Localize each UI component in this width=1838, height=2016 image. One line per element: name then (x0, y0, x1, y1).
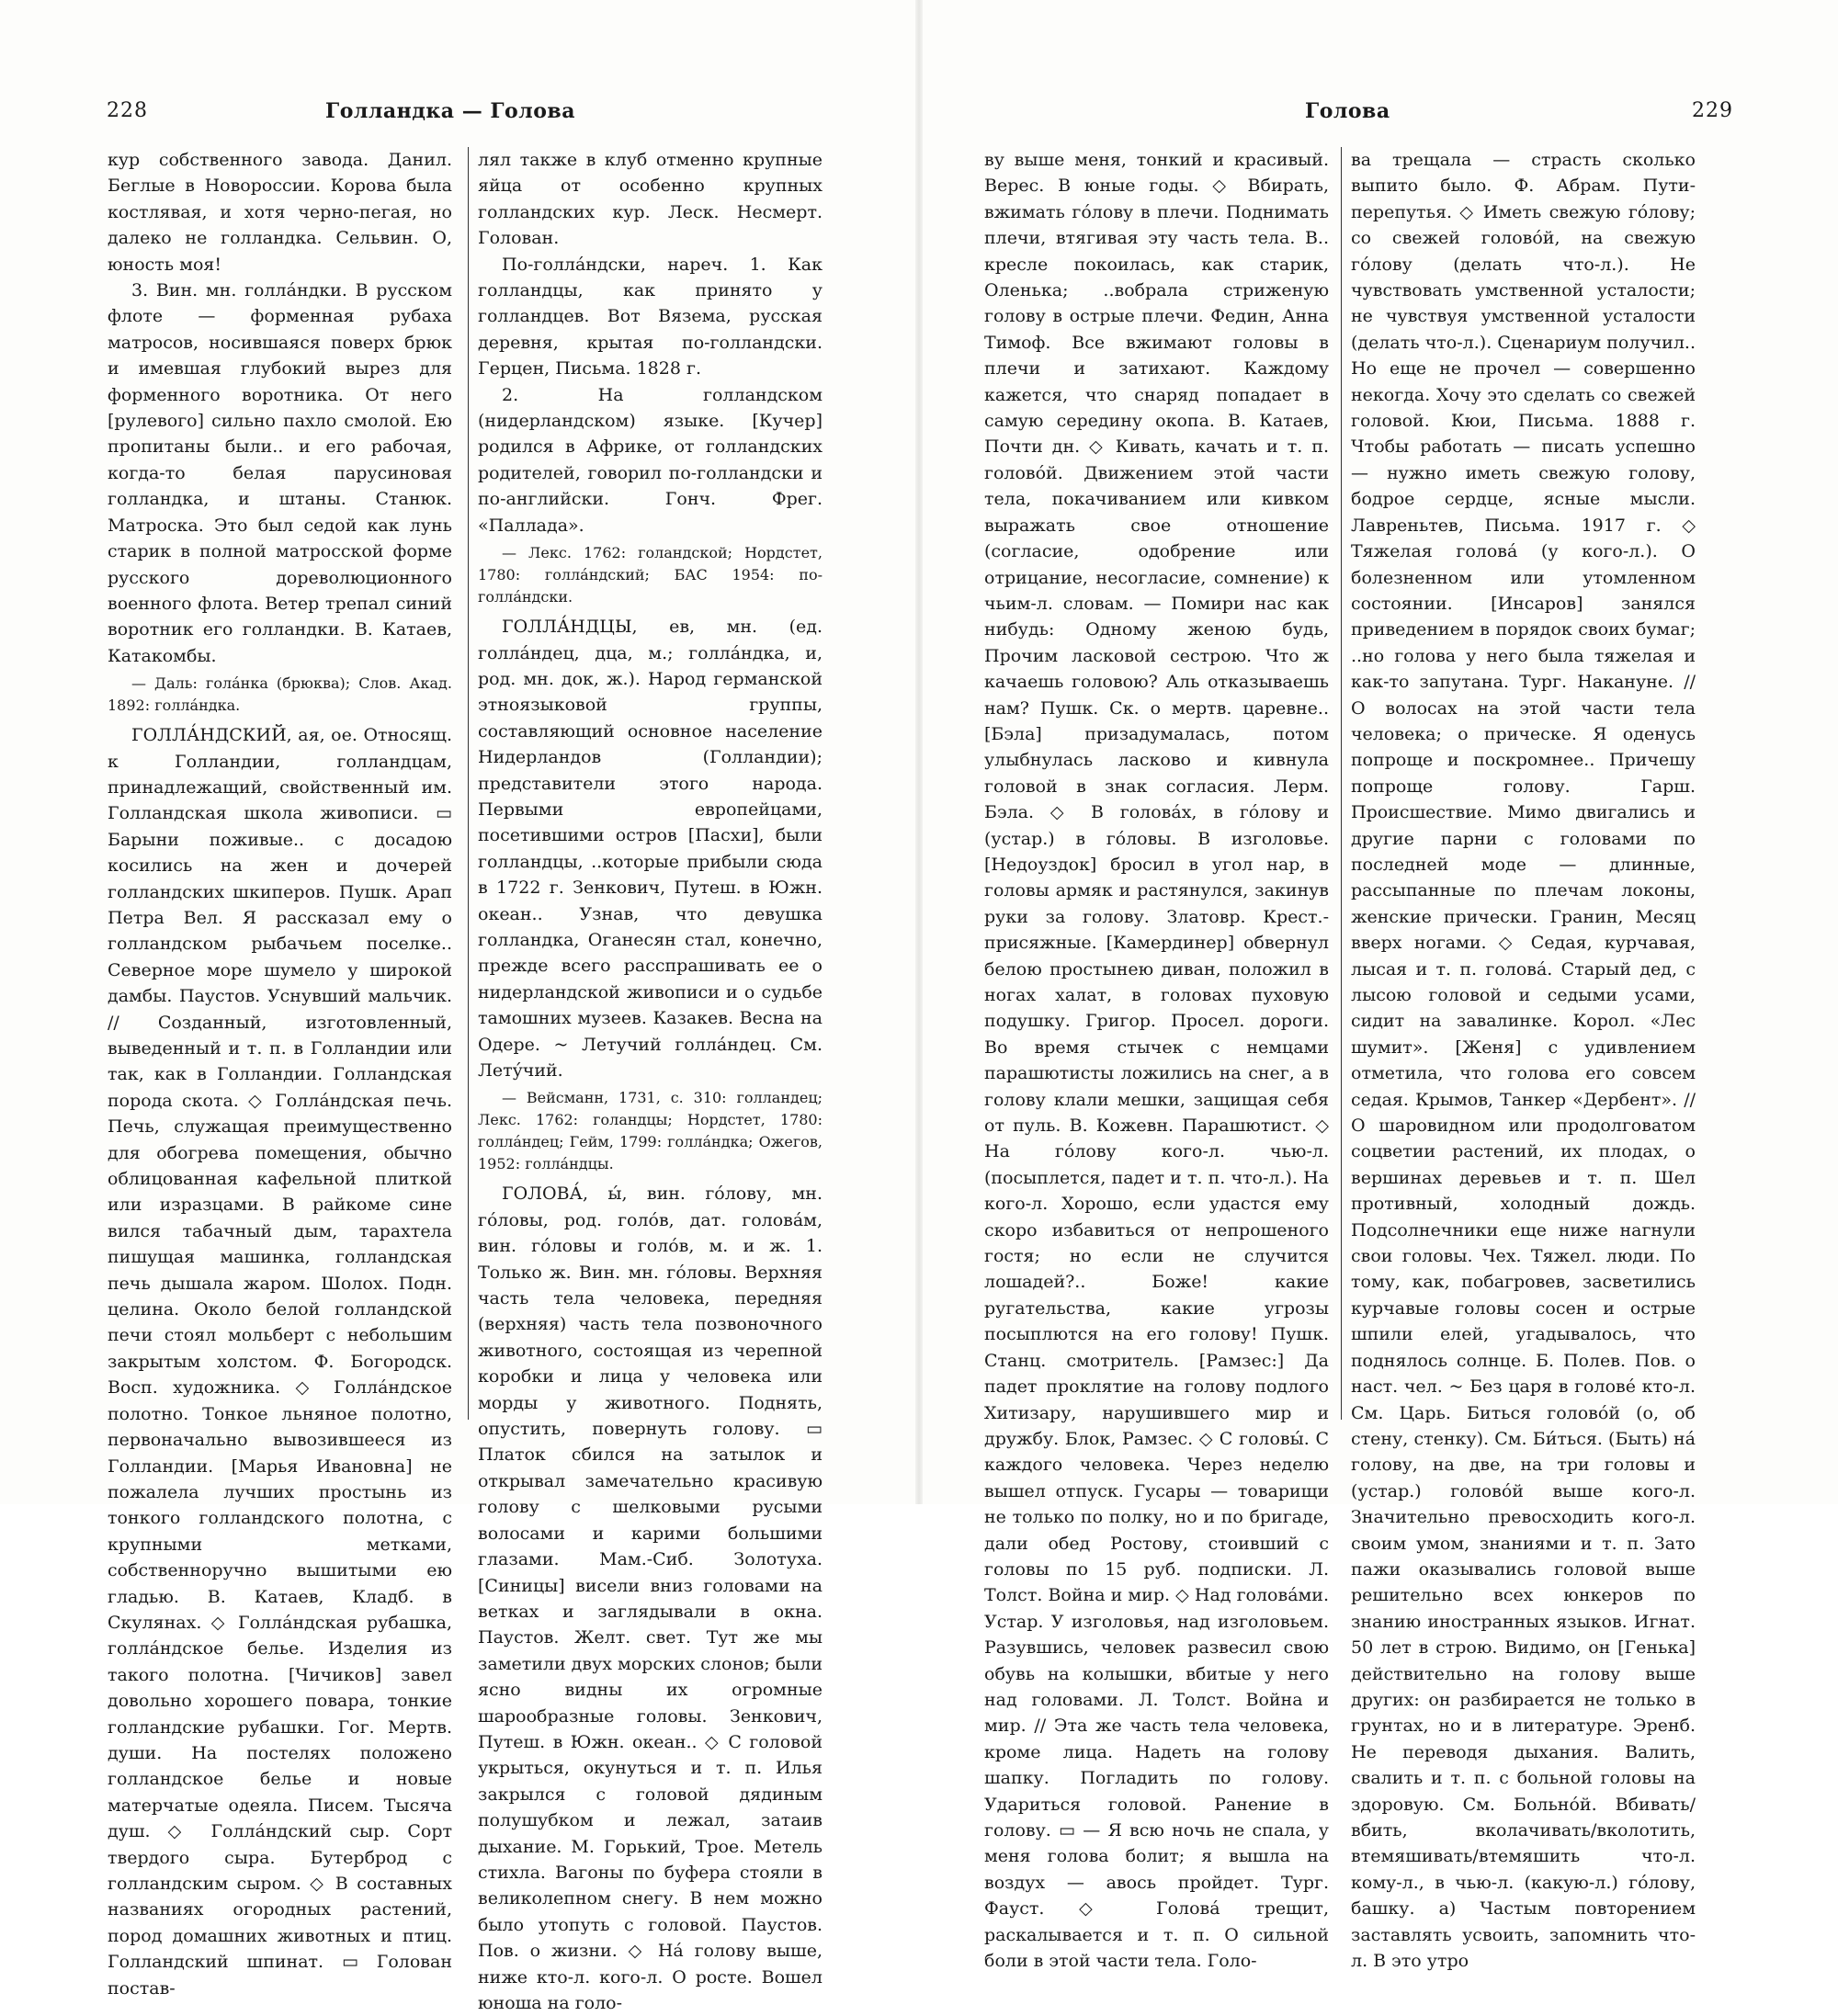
right-page (919, 0, 1838, 1972)
paragraph: ву выше меня, тонкий и красивый. Верес. В юные годы. ◇ Вбирать, вжимать го́лову в плечи. Поднимать плечи, втягивая эту часть тела. В.. кресле покоилась, как старик, Оленька; ..вобрала стриженую голову в острые плечи. Федин, Анна Тимоф. Все вжимают головы в плечи и затихают. Каждому кажется, что снаряд попадает в самую середину окопа. В. Катаев, Почти дн. ◇ Кивать, качать и т. п. голово́й. Движением этой части тела, покачиванием или кивком выражать свое отношение (согласие, одобрение или отрицание, несогласие, сомнение) к чьим-л. словам. — Помири нас как нибудь: Одному женою будь, Прочим ласковой сестрою. Что ж качаешь головою? Аль отказываешь нам? Пушк. Ск. о мертв. царевне.. [Бэла] призадумалась, потом улыбнулась ласково и кивнула головой в знак согласия. Лерм. Бэла. ◇ В голова́х, в го́лову и (устар.) в го́ловы. В изголовье. [Недоуздок] бросил в угол нар, в головы армяк и растянулся, закинув руки за голову. Златовр. Крест.-присяжные. [Камердинер] обвернул белою простынею диван, положил в ногах халат, в головах пуховую подушку. Григор. Просел. дороги. Во время стычек с немцами парашютисты ложились на снег, а в голову клали мешки, защищая себя от пуль. В. Кожевн. Парашютист. ◇ На го́лову кого-л. чью-л. (посыплется, падет и т. п. что-л.). На кого-л. Хорошо, если удастся ему скоро избавиться от непрошеного гостя; но если не случится лошадей?.. Боже! какие ругательства, какие угрозы посыплются на его голову! Пушк. Станц. смотритель. [Рамзес:] Да падет проклятие на голову подлого Хитизару, нарушившего мир и дружбу. Блок, Рамзес. ◇ С головы́. С каждого человека. Через неделю вышел отпуск. Гусары — товарищи не только по полку, но и по бригаде, дали обед Ростову, стоивший с головы по 15 руб. подписки. Л. Толст. Война и мир. ◇ Над голова́ми. Устар. У изголовья, над изголовьем. Разувшись, человек развесил свою обувь на колышки, вбитые у него над головами. Л. Толст. Война и мир. // Эта же часть тела человека, кроме лица. Надеть на голову шапку. Погладить по голову. Удариться головой. Ранение в голову. ▭ — Я всю ночь не спала, у меня голова болит; я вышла на воздух — авось пройдет. Тург. Фауст. ◇ Голова́ трещит, раскалывается и т. п. О сильной боли в этой части тела. Голо- (984, 150, 1329, 1972)
right-column-2 (1351, 147, 1696, 1972)
paragraph: кур собственного завода. Данил. Беглые в Новороссии. Корова была костлявая, и хотя черно-пегая, но далеко не голландка. Сельвин. О, юность моя! (108, 150, 452, 275)
dictionary-entry: ГОЛЛА́НДЦЫ, ев, мн. (ед. голла́ндец, дца, м.; голла́ндка, и, род. мн. док, ж.). Народ германской этноязыковой группы, составляющий основное население Нидерландов (Голландии); представители этого народа. Первыми европейцами, посетившими остров [Пасхи], были голландцы, ..которые прибыли сюда в 1722 г. Зенкович, Путеш. в Южн. океан.. Узнав, что девушка голландка, Оганесян стал, конечно, прежде всего расспрашивать ее о нидерландской живописи и о судьбе тамошних музеев. Казакев. Весна на Одере. ~ Летучий голла́ндец. См. Лету́чий. (478, 617, 823, 1081)
paragraph: 3. Вин. мн. голла́ндки. В русском флоте — форменная рубаха матросов, носившаяся поверх брюк и имевшая глубокий вырез для форменного воротника. От него [рулевого] сильно пахло смолой. Ею пропитаны были.. и его рабочая, когда-то белая парусиновая голландка, и штаны. Станюк. Матроска. Это был седой как лунь старик в полной матросской форме русского дореволюционного военного флота. Ветер трепал синий воротник его голландки. В. Катаев, Катакомбы. (108, 280, 452, 666)
paragraph: 2. На голландском (нидерландском) языке. [Кучер] родился в Африке, от голландских родителей, говорил по-голландски и по-английски. Гонч. Фрег. «Паллада». (478, 384, 823, 536)
page-number-right: 229 (1692, 99, 1733, 122)
left-column-1 (108, 147, 452, 1999)
left-column-2 (478, 147, 823, 2013)
running-head-right: Голова (1305, 99, 1390, 123)
dictionary-entry: ГОЛЛА́НДСКИЙ, ая, ое. Относящ. к Голландии, голландцам, принадлежащий, свойственный им. Голландская школа живописи. ▭ Барыни поживые.. с досадою косились на жен и дочерей голландских шкиперов. Пушк. Арап Петра Вел. Я рассказал ему о голландском рыбачьем поселке.. Северное море шумело у широкой дамбы. Паустов. Уснувший мальчик. // Созданный, изготовленный, выведенный и т. п. в Голландии или так, как в Голландии. Голландская порода скота. ◇ Голла́ндская печь. Печь, служащая преимущественно для обогрева помещения, обычно облицованная кафельной плиткой или изразцами. В райкоме сине вился табачный дым, тарахтела пишущая машинка, голландская печь дышала жаром. Шолох. Подн. целина. Около белой голландской печи стоял мольберт с небольшим закрытым холстом. Ф. Богородск. Восп. художника. ◇ Голла́ндское полотно. Тонкое льняное полотно, первоначально вывозившееся из Голландии. [Марья Ивановна] не пожалела лучших простынь из тонкого голландского полотна, с крупными метками, собственноручно вышитыми ею гладью. В. Катаев, Кладб. в Скулянах. ◇ Голла́ндская рубашка, голла́ндское белье. Изделия из такого полотна. [Чичиков] завел довольно хорошего повара, тонкие голландские рубашки. Гог. Мертв. души. На постелях положено голландское белье и новые матерчатые одеяла. Писем. Тысяча душ. ◇ Голла́ндский сыр. Сорт твердого сыра. Бутерброд с голландским сыром. ◇ В составных названиях огородных растений, пород домашних животных и птиц. Голландский шпинат. ▭ Голован постав- (108, 725, 452, 1999)
source-note: — Лекс. 1762: голандской; Нордстет, 1780: голла́ндский; БАС 1954: по-голла́ндски. (478, 544, 823, 606)
paragraph: лял также в клуб отменно крупные яйца от особенно крупных голландских кур. Леск. Несмерт. Голован. (478, 150, 823, 249)
source-note: — Даль: гола́нка (брюква); Слов. Акад. 1892: голла́ндка. (108, 674, 452, 715)
paragraph: По-голла́ндски, нареч. 1. Как голландцы, как принято у голландцев. Вот Вязема, русская деревня, крытая по-голландски. Герцен, Письма. 1828 г. (478, 254, 823, 379)
running-head-left: Голландка — Голова (325, 99, 575, 123)
source-note: — Вейсманн, 1731, с. 310: голландец; Лекс. 1762: голандцы; Нордстет, 1780: голла́ндец; Гейм, 1799: голла́ндка; Ожегов, 1952: голла́ндцы. (478, 1089, 823, 1173)
dictionary-entry: ГОЛОВА́, ы́, вин. го́лову, мн. го́ловы, род. голо́в, дат. голова́м, вин. го́ловы и голо́в, м. и ж. 1. Только ж. Вин. мн. го́ловы. Верхняя часть тела человека, передняя (верхняя) часть тела позвоночного животного, состоящая из черепной коробки и лица у человека или морды у животного. Поднять, опустить, повернуть голову. ▭ Платок сбился на затылок и открывал замечательно красивую голову с шелковыми русыми волосами и карими большими глазами. Мам.-Сиб. Золотуха. [Синицы] висели вниз головами на ветках и заглядывали в окна. Паустов. Желт. свет. Тут же мы заметили двух морских слонов; были ясно видны их огромные шарообразные головы. Зенкович, Путеш. в Южн. океан.. ◇ С головой укрыться, окунуться и т. п. Илья закрылся с головой дядиным полушубком и лежал, затаив дыхание. М. Горький, Трое. Метель стихла. Вагоны по буфера стояли в великолепном снегу. В нем можно было утопуть с головой. Паустов. Пов. о жизни. ◇ На́ голову выше, ниже кто-л. кого-л. О росте. Вошел юноша на голо- (478, 1184, 823, 2013)
page-number-left: 228 (107, 99, 148, 122)
column-rule (1341, 147, 1342, 1420)
left-page (0, 0, 919, 2013)
paragraph: ва трещала — страсть сколько выпито было. Ф. Абрам. Пути-перепутья. ◇ Иметь свежую го́лову; со свежей голово́й, на свежую го́лову (делать что-л.). Не чувствовать умственной усталости; не чувствуя умственной усталости (делать что-л.). Сценариум получил.. Но еще не прочел — совершенно некогда. Хочу это сделать со свежей головой. Кюи, Письма. 1888 г. Чтобы работать — писать успешно — нужно иметь свежую голову, бодрое сердце, ясные мысли. Лавреньтев, Письма. 1917 г. ◇ Тяжелая голова́ (у кого-л.). О болезненном или утомленном состоянии. [Инсаров] занялся приведением в порядок своих бумаг; ..но голова у него была тяжелая и как-то запутана. Тург. Накануне. // О волосах на этой части тела человека; о прическе. Я оденусь попроще и поскромнее.. Причешу попроще голову. Гарш. Происшествие. Мимо двигались и другие парни с головами по последней моде — длинные, рассыпанные по плечам локоны, женские прически. Гранин, Месяц вверх ногами. ◇ Седая, курчавая, лысая и т. п. голова́. Старый дед, с лысою головой и седыми усами, сидит на завалинке. Корол. «Лес шумит». [Женя] с удивлением отметила, что голова его совсем седая. Крымов, Танкер «Дербент». // О шаровидном или продолговатом соцветии растений, их плодах, о вершинах деревьев и т. п. Шел противный, холодный дождь. Подсолнечники еще ниже нагнули свои головы. Чех. Тяжел. люди. По тому, как, побагровев, засветились курчавые головы сосен и острые шпили елей, угадывалось, что поднялось солнце. Б. Полев. Пов. о наст. чел. ~ Без царя в голове́ кто-л. См. Царь. Биться голово́й (о, об стену, стенку). См. Би́ться. (Быть) на́ голову, на две, на три головы и (устар.) голово́й выше кого-л. Значительно превосходить кого-л. своим умом, знаниями и т. п. Зато пажи оказывались головой выше решительно всех юнкеров по знанию иностранных языков. Игнат. 50 лет в строю. Видимо, он [Генька] действительно на голову выше других: он разбирается не только в грунтах, но и в литературе. Эренб. Не переводя дыхания. Валить, свалить и т. п. с больной головы на здоровую. См. Больно́й. Вбивать/вбить, вколачивать/вколотить, втемяшивать/втемяшить что-л. кому-л., в чью-л. (какую-л.) го́лову, башку. а) Частым повторением заставлять усвоить, запомнить что-л. В это утро (1351, 150, 1696, 1972)
right-column-1 (984, 147, 1329, 1972)
column-rule (468, 147, 469, 1420)
